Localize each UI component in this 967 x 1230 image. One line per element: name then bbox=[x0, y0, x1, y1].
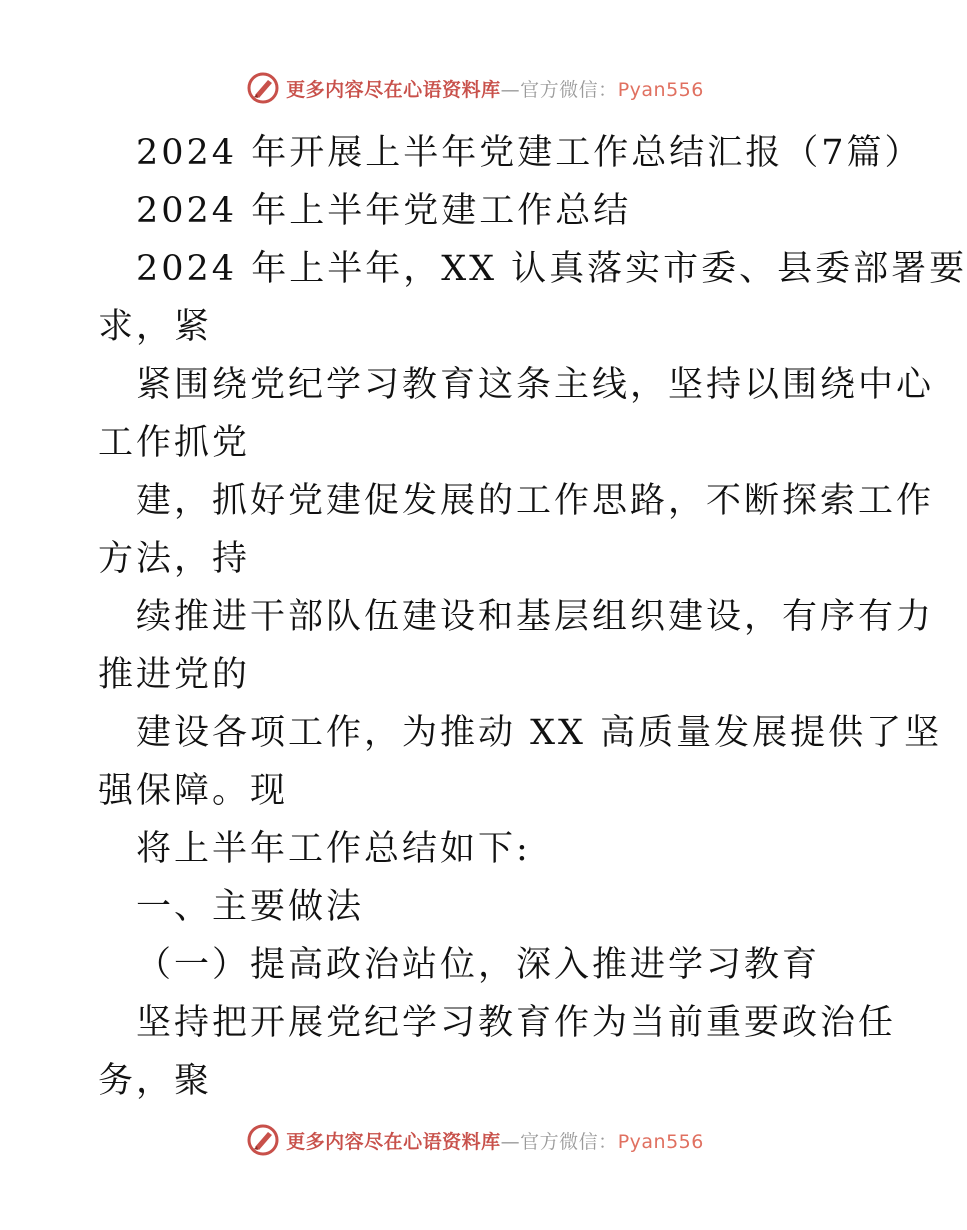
watermark-wechat-id: Pyan556 bbox=[617, 1130, 704, 1153]
watermark-separator: — bbox=[500, 1130, 521, 1153]
header-watermark-banner bbox=[0, 66, 950, 110]
paragraph-line: 求，紧 bbox=[98, 307, 213, 347]
paragraph-line: 2024 年上半年，XX 认真落实市委、县委部署要 bbox=[136, 249, 967, 289]
watermark-wechat-label: 官方微信： bbox=[520, 1130, 618, 1153]
watermark-text bbox=[286, 1127, 704, 1154]
watermark-brand: 更多内容尽在心语资料库 bbox=[286, 1130, 501, 1153]
paragraph-line: 方法，持 bbox=[98, 539, 251, 579]
brush-logo-icon bbox=[246, 71, 280, 105]
paragraph-line: （一）提高政治站位，深入推进学习教育 bbox=[136, 945, 821, 985]
paragraph-line: 强保障。现 bbox=[98, 771, 289, 811]
paragraph-line: 紧围绕党纪学习教育这条主线，坚持以围绕中心 bbox=[136, 365, 935, 405]
paragraph-line: 一、主要做法 bbox=[136, 887, 365, 927]
paragraph-line: 推进党的 bbox=[98, 655, 251, 695]
document-title: 2024 年开展上半年党建工作总结汇报（7篇） bbox=[136, 133, 923, 173]
watermark-text bbox=[286, 75, 704, 102]
watermark-wechat-id: Pyan556 bbox=[617, 78, 704, 101]
paragraph-line: 将上半年工作总结如下: bbox=[136, 829, 531, 869]
brush-logo-icon bbox=[246, 1123, 280, 1157]
paragraph-line: 2024 年上半年党建工作总结 bbox=[136, 191, 632, 231]
watermark-brand: 更多内容尽在心语资料库 bbox=[286, 78, 501, 101]
footer-watermark-banner bbox=[0, 1118, 950, 1162]
watermark-separator: — bbox=[500, 78, 521, 101]
paragraph-line: 续推进干部队伍建设和基层组织建设，有序有力 bbox=[136, 597, 935, 637]
paragraph-line: 工作抓党 bbox=[98, 423, 251, 463]
paragraph-line: 务，聚 bbox=[98, 1061, 213, 1101]
paragraph-line: 建设各项工作，为推动 XX 高质量发展提供了坚 bbox=[136, 713, 943, 753]
paragraph-line: 坚持把开展党纪学习教育作为当前重要政治任 bbox=[136, 1003, 897, 1043]
watermark-wechat-label: 官方微信： bbox=[520, 78, 618, 101]
paragraph-line: 建，抓好党建促发展的工作思路，不断探索工作 bbox=[136, 481, 935, 521]
document-body bbox=[98, 124, 967, 1110]
